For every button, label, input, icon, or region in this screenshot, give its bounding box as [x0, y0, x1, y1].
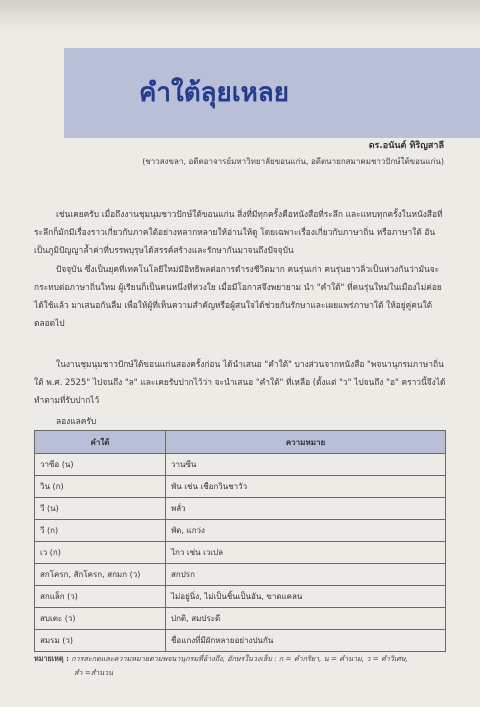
table-header-row: [35, 431, 446, 454]
table-row: [35, 608, 446, 630]
header-meaning: ความหมาย: [166, 431, 446, 454]
meaning-cell: ไกว เช่น เวเปล: [166, 542, 446, 564]
word-cell: วี (น): [35, 498, 166, 520]
meaning-cell: สกปรก: [166, 564, 446, 586]
meaning-cell: ชื่อแกงที่มีผักหลายอย่างปนกัน: [166, 630, 446, 652]
table-row: [35, 542, 446, 564]
author-affiliation: (ชาวสงขลา, อดีตอาจารย์มหาวิทยาลัยขอนแก่น, อดีตนายกสมาคมชาวปักษ์ใต้ขอนแก่น): [142, 157, 444, 166]
footnote: [34, 652, 454, 680]
word-cell: วิน (ก): [35, 476, 166, 498]
table-row: [35, 520, 446, 542]
page-top-shadow: [0, 0, 480, 30]
footnote-text-line2: สำ =สำนวน: [74, 668, 114, 677]
meaning-cell: วานซีน: [166, 454, 446, 476]
table-row: [35, 454, 446, 476]
article-title: คำใต้ลุยเหลย: [139, 78, 289, 108]
table-row: [35, 564, 446, 586]
word-cell: เว (ก): [35, 542, 166, 564]
word-cell: สกแล็ก (ว): [35, 586, 166, 608]
vocabulary-table: [34, 430, 446, 652]
paragraph-1: เช่นเคยครับ เมื่อถึงงานชุมนุมชาวปักษ์ใต้ขอนแก่น สิ่งที่มีทุกครั้งคือหนังสือที่ระลึก และแทบทุกครั้งในหนังสือที่ระลึกก็มักมีเรื่องราวเกี่ยวกับภาคใต้อย่างหลากหลายให้อ่านให้ดู โดยเฉพาะเรื่องเกี่ยวกับภาษาถิ่น หรือภาษาใต้ อันเป็นภูมิปัญญาล้ำค่าที่บรรพบุรุษได้สรรค์สร้างและรักษากันมาจนถึงปัจจุบัน: [34, 209, 443, 255]
word-cell: สบเตะ (ว): [35, 608, 166, 630]
paragraph-3: ในงานชุมนุมชาวปักษ์ใต้ขอนแก่นสองครั้งก่อน ได้นำเสนอ "คำใต้" บางส่วนจากหนังสือ "พจนานุกรมภาษาถิ่นใต้ พ.ศ. 2525" ไปจนถึง "ล" และเคยรับปากไว้ว่า จะนำเสนอ "คำใต้" ที่เหลือ (ตั้งแต่ "ว" ไปจนถึง "อ" คราวนี้จึงได้ทำตามที่รับปากไว้: [34, 359, 446, 405]
table-row: [35, 630, 446, 652]
meaning-cell: พลั่ว: [166, 498, 446, 520]
meaning-cell: ไม่อยู่นิ่ง, ไม่เป็นชิ้นเป็นอัน, ขาดแคลน: [166, 586, 446, 608]
meaning-cell: พัด, แกว่ง: [166, 520, 446, 542]
meaning-cell: พัน เช่น เชือกวินชาวัว: [166, 476, 446, 498]
meaning-cell: ปกติ, สมประดี: [166, 608, 446, 630]
author-name: ดร.อนันต์ ทิริญสาลี: [368, 141, 444, 151]
table-row: [35, 476, 446, 498]
table-row: [35, 586, 446, 608]
footnote-text-line1: การสะกดและความหมายตามพจนานุกรมที่อ้างถึง, อักษรในวงเล็บ : ก = คำกริยา, น = คำนาม, ว = คำวิเศษ,: [71, 654, 408, 663]
word-cell: วาซีอ (น): [35, 454, 166, 476]
footnote-label: หมายเหตุ :: [34, 654, 69, 663]
closing-phrase: ลองแลครับ: [56, 416, 97, 426]
word-cell: วี (ก): [35, 520, 166, 542]
paragraph-2: ปัจจุบัน ซึ่งเป็นยุคที่เทคโนโลยีใหม่มีอิทธิพลต่อการดำรงชีวิตมาก คนรุ่นเก่า คนรุ่นยาวลิ่วเป็นห่วงกันว่ามันจะกระทบต่อภาษาถิ่นใหม ผู้เรียนก็เป็นคนหนึ่งที่ห่วงใย เมื่อมีโอกาสจึงพยายาม นำ "คำใต้" ที่คนรุ่นใหม่ในเมืองไม่ค่อยได้ใช้แล้ว มาเสนอกันลืม เพื่อให้ผู้ที่เห็นความสำคัญหรือผู้สนใจได้ช่วยกันรักษาและเผยแพร่ภาษาใต้ ให้อยู่คู่คนใต้ตลอดไป: [34, 264, 442, 328]
word-cell: สกโครก, สักโครก, สกมก (ว): [35, 564, 166, 586]
word-cell: สมรม (ว): [35, 630, 166, 652]
table-row: [35, 498, 446, 520]
header-word: คำใต้: [35, 431, 166, 454]
